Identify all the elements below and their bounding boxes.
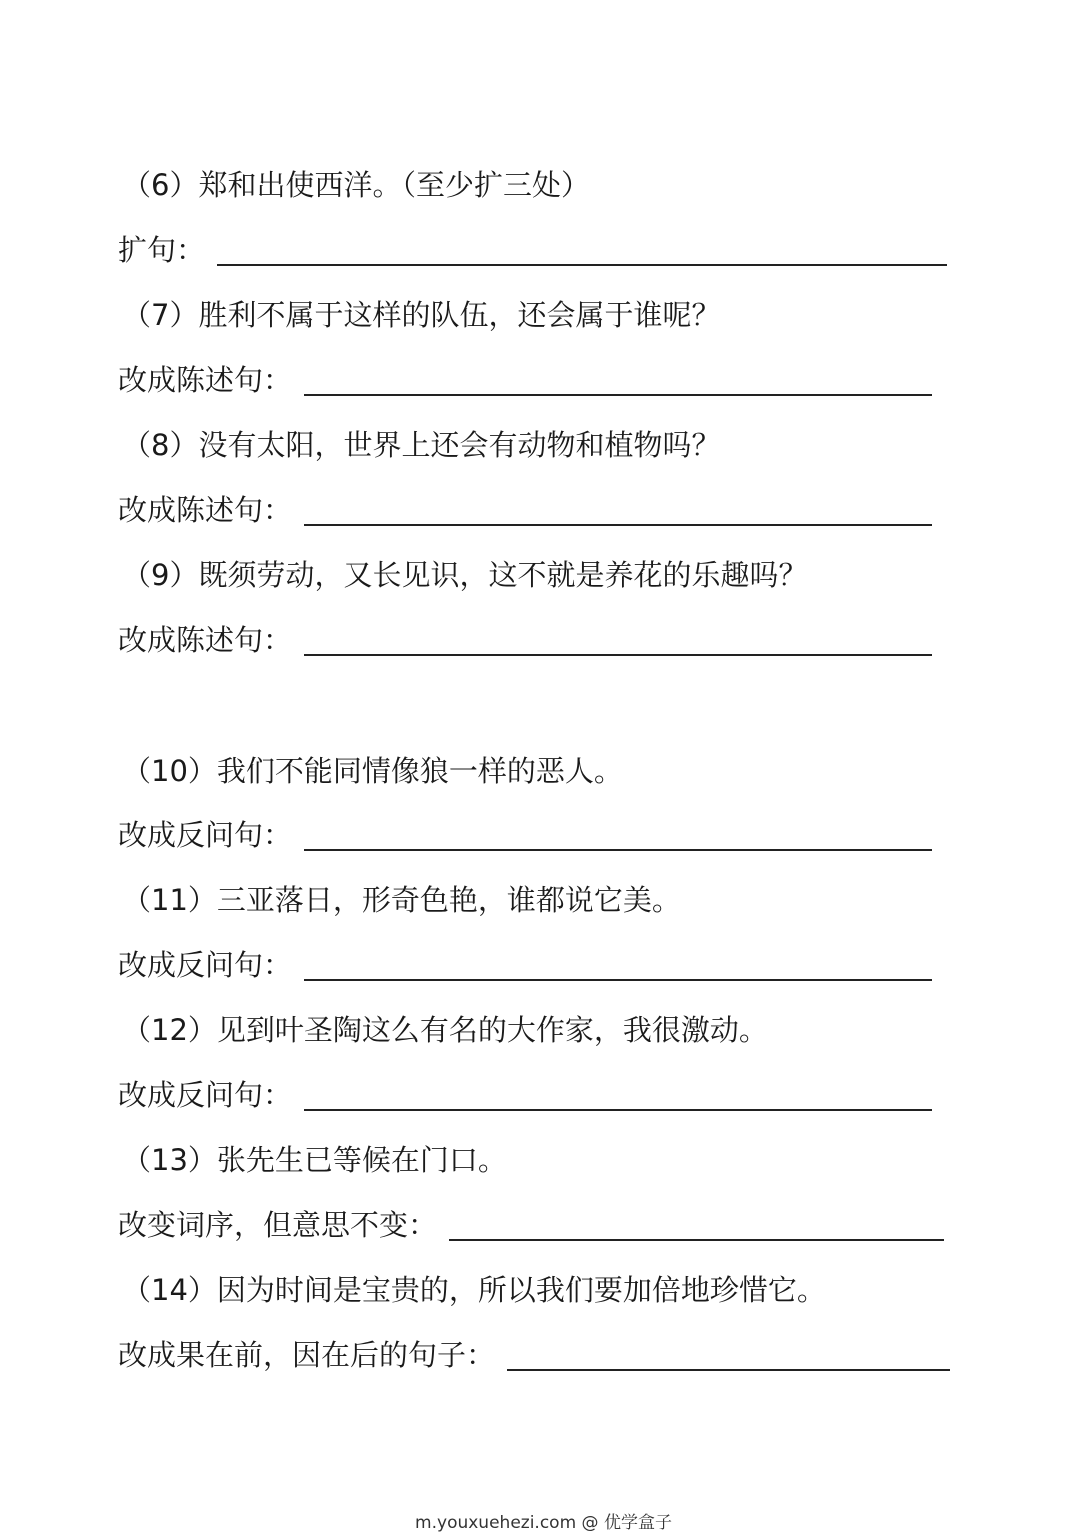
question-8-text: （8）没有太阳，世界上还会有动物和植物吗？ xyxy=(122,428,721,462)
answer-blank-9[interactable] xyxy=(304,624,932,656)
question-13 xyxy=(122,1140,507,1180)
question-7 xyxy=(122,295,720,335)
prompt-8: 改成陈述句： xyxy=(118,493,293,527)
question-12 xyxy=(122,1010,768,1050)
footer-watermark: m.youxuehezi.com @ 优学盒子 xyxy=(415,1513,672,1533)
prompt-9: 改成陈述句： xyxy=(118,623,293,657)
answer-blank-12[interactable] xyxy=(304,1079,932,1111)
answer-blank-8[interactable] xyxy=(304,494,932,526)
answer-row-7 xyxy=(118,360,932,400)
answer-blank-13[interactable] xyxy=(449,1209,944,1241)
question-10-text: （10）我们不能同情像狼一样的恶人。 xyxy=(122,754,623,788)
question-11-text: （11）三亚落日，形奇色艳，谁都说它美。 xyxy=(122,883,681,917)
answer-row-9 xyxy=(118,620,932,660)
question-6 xyxy=(122,165,590,205)
question-9-text: （9）既须劳动，又长见识，这不就是养花的乐趣吗？ xyxy=(122,558,808,592)
question-8 xyxy=(122,425,720,465)
prompt-6: 扩句： xyxy=(118,233,206,267)
prompt-12: 改成反问句： xyxy=(118,1078,293,1112)
prompt-13: 改变词序，但意思不变： xyxy=(118,1208,438,1242)
answer-row-6 xyxy=(118,230,947,270)
prompt-7: 改成陈述句： xyxy=(118,363,293,397)
answer-blank-6[interactable] xyxy=(217,234,947,266)
answer-row-8 xyxy=(118,490,932,530)
question-11 xyxy=(122,880,681,920)
answer-blank-10[interactable] xyxy=(304,819,932,851)
question-12-text: （12）见到叶圣陶这么有名的大作家，我很激动。 xyxy=(122,1013,768,1047)
answer-row-13 xyxy=(118,1205,944,1245)
question-7-text: （7）胜利不属于这样的队伍，还会属于谁呢？ xyxy=(122,298,721,332)
question-6-text: （6）郑和出使西洋。（至少扩三处） xyxy=(122,168,590,202)
prompt-14: 改成果在前，因在后的句子： xyxy=(118,1338,496,1372)
answer-blank-7[interactable] xyxy=(304,364,932,396)
question-10 xyxy=(122,751,623,791)
question-9 xyxy=(122,555,807,595)
answer-row-12 xyxy=(118,1075,932,1115)
answer-blank-11[interactable] xyxy=(304,949,932,981)
answer-blank-14[interactable] xyxy=(507,1339,950,1371)
answer-row-14 xyxy=(118,1335,950,1375)
prompt-11: 改成反问句： xyxy=(118,948,293,982)
question-14-text: （14）因为时间是宝贵的，所以我们要加倍地珍惜它。 xyxy=(122,1273,826,1307)
question-14 xyxy=(122,1270,826,1310)
answer-row-10 xyxy=(118,815,932,855)
answer-row-11 xyxy=(118,945,932,985)
prompt-10: 改成反问句： xyxy=(118,818,293,852)
question-13-text: （13）张先生已等候在门口。 xyxy=(122,1143,507,1177)
